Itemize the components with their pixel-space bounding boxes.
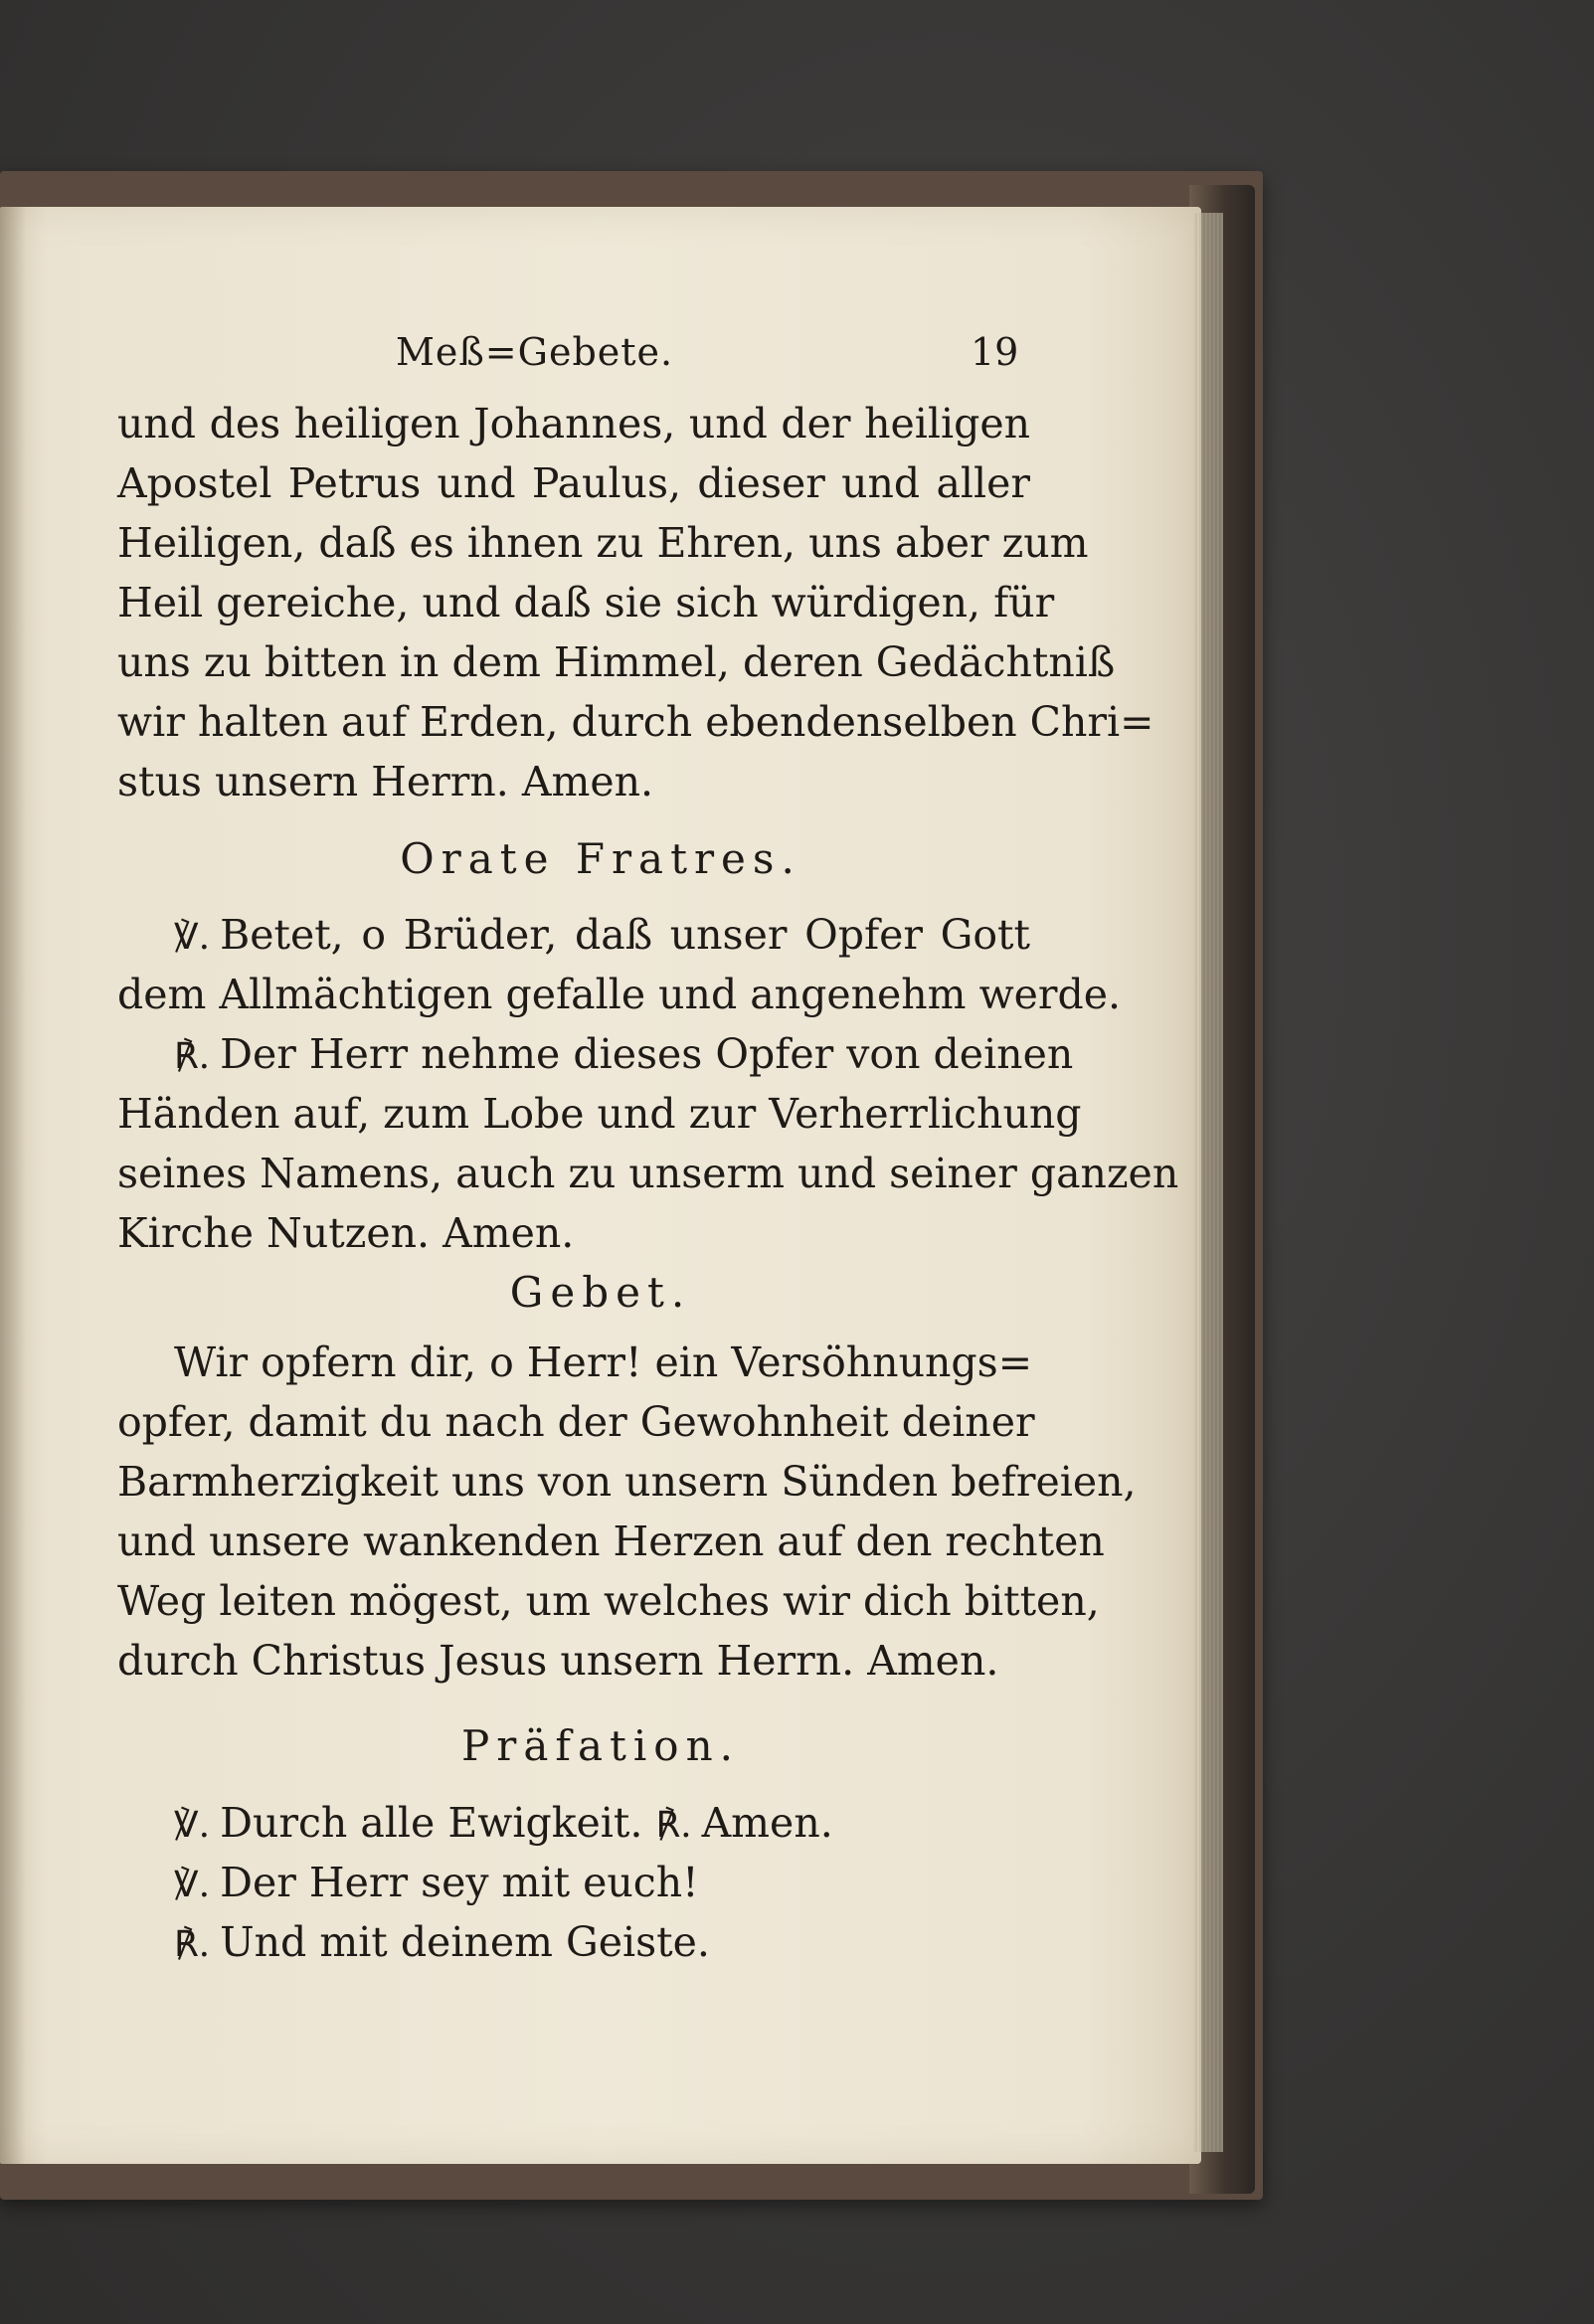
text-line: Wir opfern dir, o Herr! ein Versöhnungs=: [174, 1339, 1033, 1386]
versicle-mark: ℣.: [174, 917, 211, 958]
running-header: Meß=Gebete.: [396, 330, 674, 374]
versicle-line: [174, 907, 1030, 966]
response-mark: ℟.: [174, 1924, 211, 1965]
text-line: stus unsern Herrn. Amen.: [117, 758, 654, 805]
text-line: und des heiligen Johannes, und der heiligen: [117, 400, 1030, 447]
text-line: wir halten auf Erden, durch ebendenselben Chri=: [117, 698, 1154, 746]
response-mark: ℟.: [655, 1805, 692, 1846]
versicle-text: Durch alle Ewigkeit.: [220, 1799, 643, 1847]
text-line: dem Allmächtigen gefalle und angenehm werde.: [117, 971, 1122, 1018]
text-line: Barmherzigkeit uns von unsern Sünden befreien,: [117, 1458, 1137, 1506]
text-line: und unsere wankenden Herzen auf den rechten: [117, 1518, 1105, 1565]
text-line: seines Namens, auch zu unserm und seiner ganzen: [117, 1150, 1179, 1197]
response-line: [174, 1026, 1074, 1085]
section-heading: Präfation.: [461, 1721, 740, 1770]
text-line: durch Christus Jesus unsern Herrn. Amen.: [117, 1637, 999, 1685]
response-mark: ℟.: [174, 1036, 211, 1077]
text-line: Apostel Petrus und Paulus, dieser und aller: [117, 459, 1030, 507]
versicle-text: Betet, o Brüder, daß unser Opfer Gott: [220, 911, 1030, 959]
versicle-line: [174, 1855, 1087, 1913]
section-heading: Orate Fratres.: [400, 834, 801, 883]
page-number: 19: [971, 330, 1019, 374]
text-line: uns zu bitten in dem Himmel, deren Gedächtniß: [117, 638, 1116, 686]
response-text: Amen.: [701, 1799, 833, 1847]
response-text: Der Herr nehme dieses Opfer von deinen: [220, 1030, 1074, 1078]
text-line: opfer, damit du nach der Gewohnheit deiner: [117, 1398, 1035, 1446]
text-line: Händen auf, zum Lobe und zur Verherrlichung: [117, 1090, 1082, 1138]
text-line: Heil gereiche, und daß sie sich würdigen, für: [117, 579, 1055, 626]
versicle-text: Der Herr sey mit euch!: [220, 1859, 699, 1906]
section-heading: Gebet.: [509, 1268, 692, 1317]
versicle-mark: ℣.: [174, 1865, 211, 1905]
response-text: Und mit deinem Geiste.: [220, 1918, 710, 1966]
response-line: [174, 1914, 1087, 1973]
versicle-mark: ℣.: [174, 1805, 211, 1846]
text-line: Weg leiten mögest, um welches wir dich bitten,: [117, 1577, 1100, 1625]
text-line: Heiligen, daß es ihnen zu Ehren, uns aber zum: [117, 519, 1089, 567]
versicle-line: [174, 1795, 1087, 1854]
text-line: Kirche Nutzen. Amen.: [117, 1209, 575, 1257]
